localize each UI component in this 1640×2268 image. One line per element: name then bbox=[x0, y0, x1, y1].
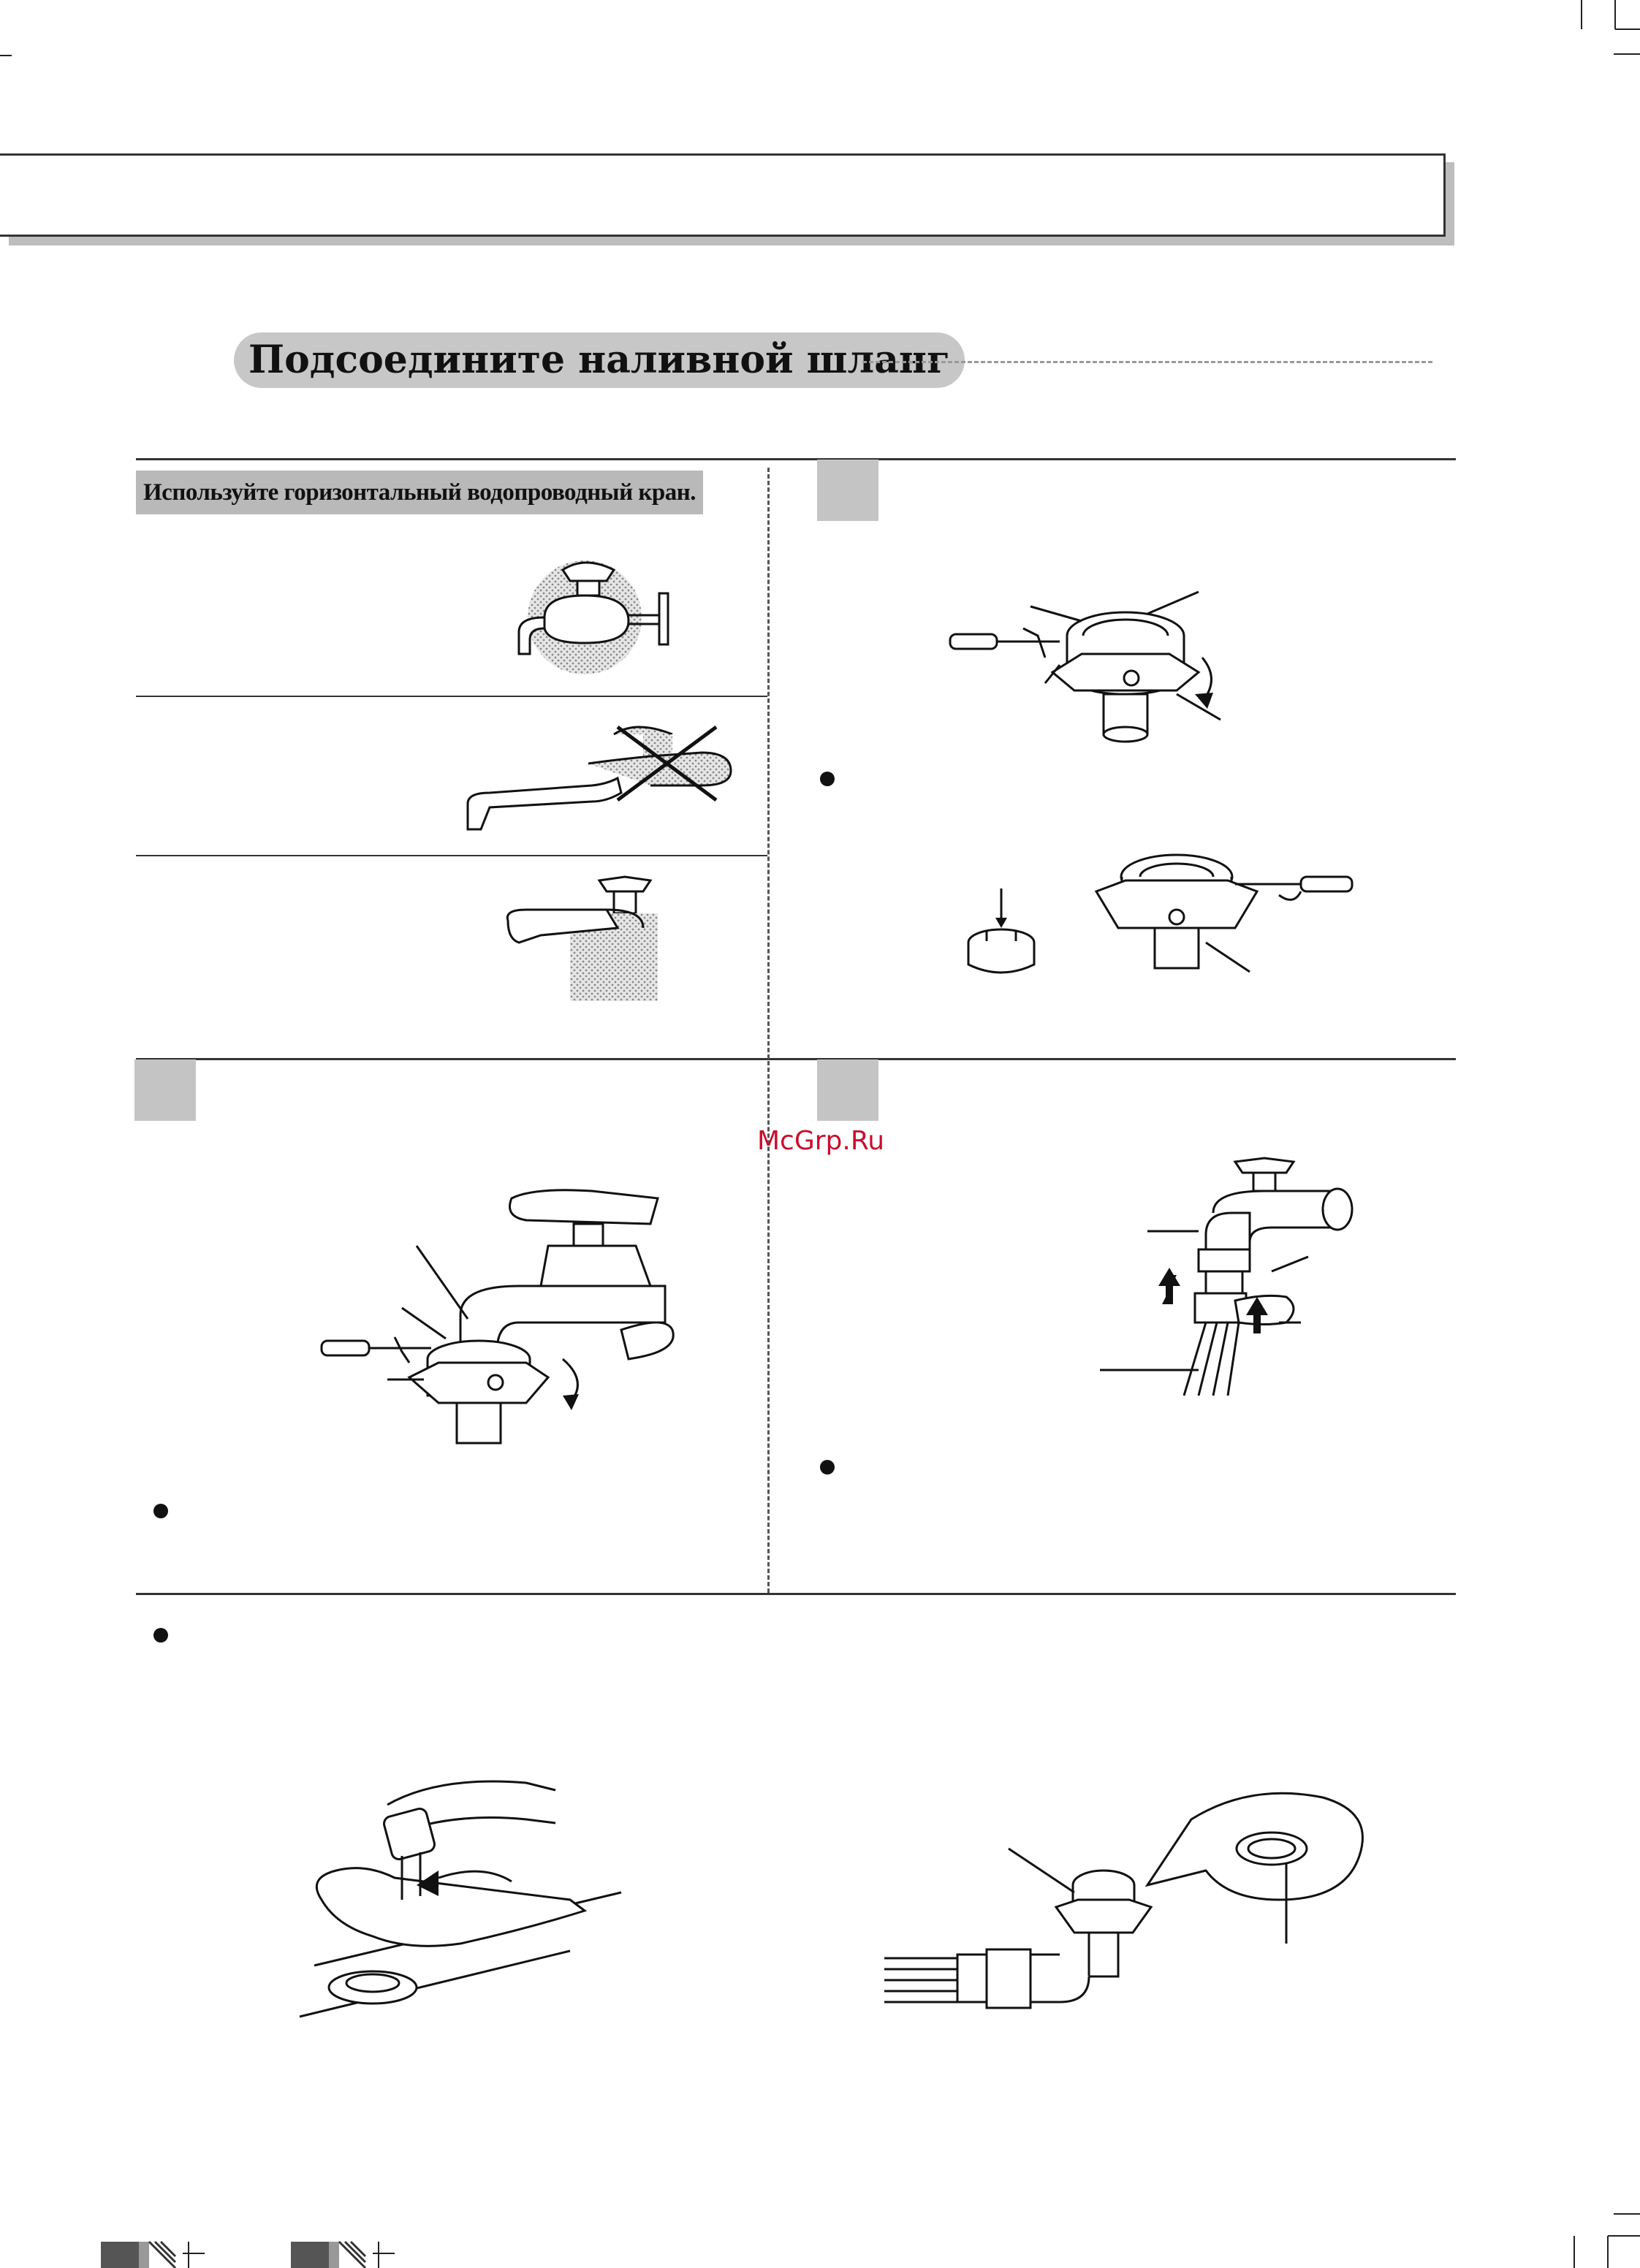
tap-adapter-install-illustration bbox=[314, 1184, 694, 1461]
crop-mark-top-left bbox=[0, 29, 15, 58]
hand-hose-machine-illustration bbox=[292, 1754, 629, 2031]
step-box-2 bbox=[134, 1059, 196, 1121]
crop-mark-top-right bbox=[1571, 0, 1640, 58]
grid-middle-rule bbox=[136, 1058, 1456, 1060]
bullet-step2 bbox=[153, 1504, 168, 1518]
grid-vertical-divider bbox=[767, 468, 770, 1593]
tap-note-label: Используйте горизонтальный водопроводный кран. bbox=[136, 471, 703, 514]
grid-lower-rule bbox=[136, 1593, 1456, 1595]
title-dashed-rule bbox=[862, 361, 1432, 363]
tap-row-rule-2 bbox=[136, 855, 767, 856]
bullet-note bbox=[153, 1628, 168, 1643]
step-box-3 bbox=[817, 1059, 878, 1121]
watermark: McGrp.Ru bbox=[757, 1126, 885, 1156]
angled-spout-tap-illustration bbox=[497, 869, 672, 1008]
horizontal-tap-illustration bbox=[504, 548, 687, 680]
hose-connection-illustration bbox=[1096, 1147, 1359, 1439]
long-spout-tap-illustration bbox=[460, 712, 738, 844]
ring-adapter-illustration bbox=[957, 848, 1396, 994]
bullet-step3 bbox=[820, 1460, 835, 1474]
header-band bbox=[0, 153, 1446, 237]
tap-row-rule-1 bbox=[136, 696, 767, 697]
bullet-step1 bbox=[820, 772, 835, 786]
crop-mark-bottom-right bbox=[1564, 2207, 1640, 2268]
grid-top-rule bbox=[136, 458, 1456, 460]
hose-washer-illustration bbox=[884, 1783, 1381, 2024]
adapter-screwdriver-illustration bbox=[935, 585, 1250, 753]
registration-marks-bottom bbox=[95, 2236, 417, 2268]
section-title: Подсоедините наливной шланг bbox=[234, 332, 965, 388]
step-box-1 bbox=[817, 460, 878, 521]
